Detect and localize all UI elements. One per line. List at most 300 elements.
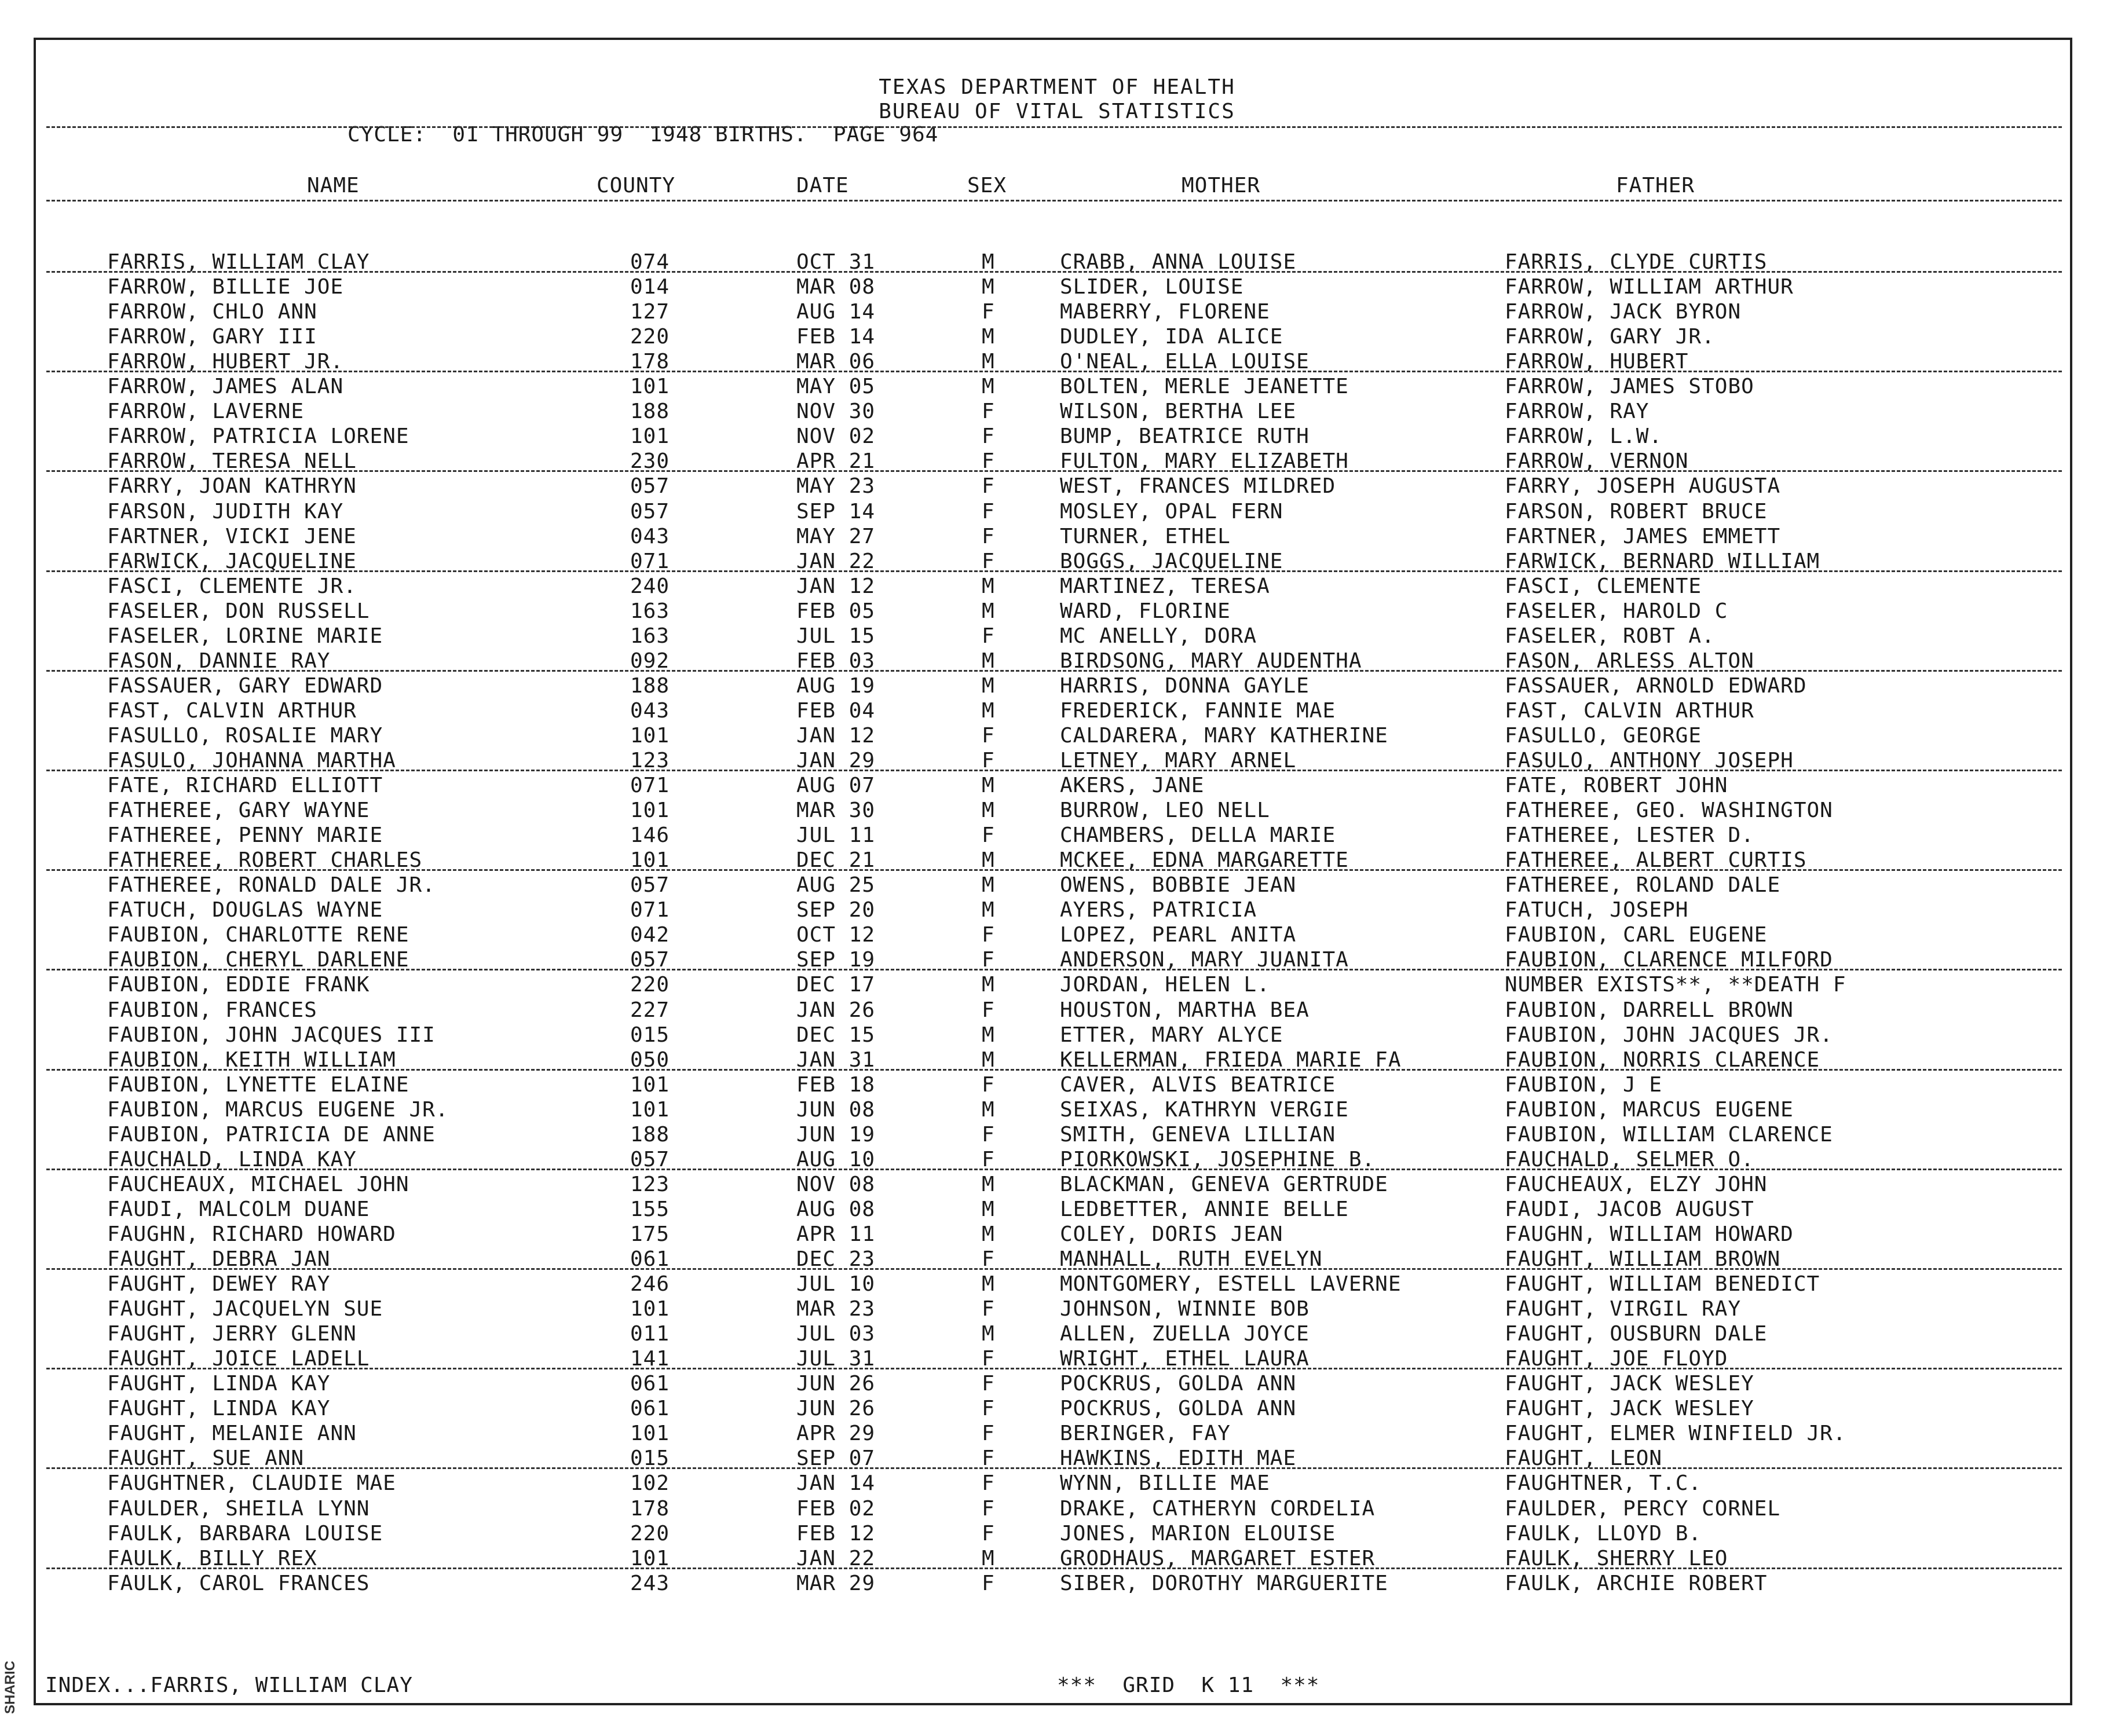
cell-father: FAUGHT, JACK WESLEY: [1505, 1397, 1754, 1420]
column-header-county: COUNTY: [597, 174, 676, 197]
cell-father: NUMBER EXISTS**, **DEATH F: [1505, 973, 1846, 997]
cell-mother: WEST, FRANCES MILDRED: [1060, 474, 1336, 498]
cell-county: 188: [630, 1123, 670, 1147]
cell-sex: M: [982, 649, 995, 673]
cell-date: FEB 03: [796, 649, 876, 673]
cell-county: 101: [630, 1098, 670, 1122]
cell-sex: M: [982, 799, 995, 822]
cell-father: FAUGHTNER, T.C.: [1505, 1471, 1702, 1495]
cell-date: APR 29: [796, 1422, 876, 1445]
cell-father: FAUGHT, WILLIAM BENEDICT: [1505, 1272, 1820, 1296]
cell-name: FAUGHN, RICHARD HOWARD: [107, 1222, 396, 1246]
cell-date: JAN 12: [796, 574, 876, 598]
cell-name: FAUGHT, DEWEY RAY: [107, 1272, 331, 1296]
column-header-date: DATE: [796, 174, 849, 197]
table-row: [0, 599, 2114, 624]
cell-date: AUG 10: [796, 1148, 876, 1171]
cell-county: 243: [630, 1572, 670, 1595]
cell-county: 043: [630, 699, 670, 723]
cell-mother: MABERRY, FLORENE: [1060, 300, 1270, 324]
cell-date: DEC 23: [796, 1247, 876, 1271]
cell-date: JAN 31: [796, 1048, 876, 1072]
cell-county: 057: [630, 500, 670, 523]
cell-sex: F: [982, 550, 995, 573]
cell-sex: M: [982, 1222, 995, 1246]
cell-name: FAUBION, CHERYL DARLENE: [107, 948, 409, 972]
cell-sex: M: [982, 250, 995, 274]
cell-mother: BIRDSONG, MARY AUDENTHA: [1060, 649, 1362, 673]
cell-sex: F: [982, 1497, 995, 1521]
table-row: [0, 474, 2114, 499]
cell-county: 071: [630, 898, 670, 922]
cell-county: 061: [630, 1397, 670, 1420]
cell-name: FARROW, TERESA NELL: [107, 449, 357, 473]
cell-sex: F: [982, 749, 995, 772]
cell-mother: AYERS, PATRICIA: [1060, 898, 1257, 922]
cell-sex: F: [982, 1471, 995, 1495]
cell-father: FARROW, JACK BYRON: [1505, 300, 1742, 324]
cell-county: 057: [630, 873, 670, 897]
cell-county: 127: [630, 300, 670, 324]
cell-county: 092: [630, 649, 670, 673]
cell-name: FAUBION, PATRICIA DE ANNE: [107, 1123, 436, 1147]
cell-date: OCT 31: [796, 250, 876, 274]
rule-line: [46, 371, 2062, 372]
cell-father: FAUGHT, WILLIAM BROWN: [1505, 1247, 1781, 1271]
cell-county: 061: [630, 1372, 670, 1396]
cell-date: FEB 12: [796, 1522, 876, 1545]
cell-sex: F: [982, 1347, 995, 1371]
cell-county: 146: [630, 823, 670, 847]
cell-mother: BLACKMAN, GENEVA GERTRUDE: [1060, 1173, 1388, 1196]
cell-county: 101: [630, 799, 670, 822]
cell-date: AUG 14: [796, 300, 876, 324]
cell-mother: ALLEN, ZUELLA JOYCE: [1060, 1322, 1310, 1346]
cell-name: FAULK, BILLY REX: [107, 1547, 317, 1570]
table-row: [0, 1397, 2114, 1422]
cell-father: FARROW, WILLIAM ARTHUR: [1505, 275, 1794, 299]
cell-name: FARROW, LAVERNE: [107, 400, 305, 423]
cell-sex: M: [982, 973, 995, 997]
cell-name: FAUGHT, JOICE LADELL: [107, 1347, 370, 1371]
cell-father: FAUBION, J E: [1505, 1073, 1663, 1097]
rule-line: [46, 1169, 2062, 1170]
table-row: [0, 823, 2114, 848]
rule-line: [46, 126, 2062, 128]
cell-father: FAUGHT, JACK WESLEY: [1505, 1372, 1754, 1396]
cell-sex: F: [982, 624, 995, 648]
cell-mother: LETNEY, MARY ARNEL: [1060, 749, 1297, 772]
side-label-text: SHARIC: [2, 1660, 18, 1714]
side-label: [2, 1660, 25, 1714]
cell-date: FEB 18: [796, 1073, 876, 1097]
cell-name: FATE, RICHARD ELLIOTT: [107, 774, 383, 797]
cell-sex: F: [982, 449, 995, 473]
cell-sex: F: [982, 1522, 995, 1545]
cell-county: 015: [630, 1023, 670, 1047]
cell-mother: CALDARERA, MARY KATHERINE: [1060, 724, 1388, 748]
cell-father: FAUGHT, VIRGIL RAY: [1505, 1297, 1742, 1321]
cell-mother: PIORKOWSKI, JOSEPHINE B.: [1060, 1148, 1376, 1171]
cell-sex: F: [982, 948, 995, 972]
cell-mother: MONTGOMERY, ESTELL LAVERNE: [1060, 1272, 1402, 1296]
cell-father: FATHEREE, GEO. WASHINGTON: [1505, 799, 1833, 822]
cell-name: FARROW, HUBERT JR.: [107, 350, 344, 373]
cell-county: 178: [630, 350, 670, 373]
cell-name: FAUGHT, MELANIE ANN: [107, 1422, 357, 1445]
rule-line: [46, 470, 2062, 472]
cell-date: JUN 08: [796, 1098, 876, 1122]
cell-mother: JORDAN, HELEN L.: [1060, 973, 1270, 997]
cell-name: FAULK, BARBARA LOUISE: [107, 1522, 383, 1545]
column-header-sex: SEX: [967, 174, 1007, 197]
cell-date: JUL 11: [796, 823, 876, 847]
cell-father: FAUDI, JACOB AUGUST: [1505, 1197, 1754, 1221]
cell-county: 050: [630, 1048, 670, 1072]
cell-county: 102: [630, 1471, 670, 1495]
table-row: [0, 998, 2114, 1023]
cell-county: 101: [630, 1422, 670, 1445]
cell-name: FARRY, JOAN KATHRYN: [107, 474, 357, 498]
cell-sex: M: [982, 848, 995, 872]
rule-line: [46, 770, 2062, 771]
cell-date: JUL 10: [796, 1272, 876, 1296]
cell-mother: DUDLEY, IDA ALICE: [1060, 325, 1283, 349]
cell-sex: F: [982, 1247, 995, 1271]
cell-sex: F: [982, 1422, 995, 1445]
cell-name: FASELER, LORINE MARIE: [107, 624, 383, 648]
cell-mother: JOHNSON, WINNIE BOB: [1060, 1297, 1310, 1321]
cell-name: FATHEREE, ROBERT CHARLES: [107, 848, 423, 872]
cell-county: 057: [630, 948, 670, 972]
table-row: [0, 325, 2114, 350]
footer-index: INDEX...FARRIS, WILLIAM CLAY: [45, 1673, 413, 1697]
cell-name: FAUGHT, LINDA KAY: [107, 1372, 331, 1396]
cell-sex: F: [982, 525, 995, 548]
cell-father: FATHEREE, LESTER D.: [1505, 823, 1754, 847]
cell-name: FATHEREE, GARY WAYNE: [107, 799, 370, 822]
table-row: [0, 1073, 2114, 1098]
rule-line: [46, 969, 2062, 970]
cell-sex: M: [982, 325, 995, 349]
cell-father: FATHEREE, ALBERT CURTIS: [1505, 848, 1807, 872]
cell-father: FAUBION, DARRELL BROWN: [1505, 998, 1794, 1022]
cell-father: FATUCH, JOSEPH: [1505, 898, 1689, 922]
cell-name: FAUGHTNER, CLAUDIE MAE: [107, 1471, 396, 1495]
cell-date: SEP 14: [796, 500, 876, 523]
table-row: [0, 1123, 2114, 1148]
cell-father: FAUGHT, OUSBURN DALE: [1505, 1322, 1768, 1346]
cell-date: FEB 05: [796, 599, 876, 623]
cell-county: 011: [630, 1322, 670, 1346]
cell-name: FAUGHT, DEBRA JAN: [107, 1247, 331, 1271]
cell-county: 220: [630, 325, 670, 349]
cell-sex: M: [982, 898, 995, 922]
footer-grid: *** GRID K 11 ***: [1057, 1673, 1320, 1697]
cell-father: FARROW, HUBERT: [1505, 350, 1689, 373]
rule-line: [46, 570, 2062, 572]
table-row: [0, 674, 2114, 699]
cell-name: FASULO, JOHANNA MARTHA: [107, 749, 396, 772]
cell-father: FAUBION, NORRIS CLARENCE: [1505, 1048, 1820, 1072]
cell-county: 061: [630, 1247, 670, 1271]
cell-name: FASON, DANNIE RAY: [107, 649, 331, 673]
cell-county: 015: [630, 1446, 670, 1470]
cell-date: AUG 25: [796, 873, 876, 897]
cell-name: FATHEREE, PENNY MARIE: [107, 823, 383, 847]
cell-mother: FULTON, MARY ELIZABETH: [1060, 449, 1349, 473]
cell-name: FAUBION, FRANCES: [107, 998, 317, 1022]
cell-name: FARROW, JAMES ALAN: [107, 375, 344, 398]
table-row: [0, 624, 2114, 649]
cell-father: FAUBION, JOHN JACQUES JR.: [1505, 1023, 1833, 1047]
table-row: [0, 898, 2114, 923]
cell-sex: M: [982, 1023, 995, 1047]
cell-name: FAUBION, EDDIE FRANK: [107, 973, 370, 997]
cell-name: FATHEREE, RONALD DALE JR.: [107, 873, 436, 897]
cell-name: FAUBION, CHARLOTTE RENE: [107, 923, 409, 947]
cell-father: FATHEREE, ROLAND DALE: [1505, 873, 1781, 897]
cell-mother: WYNN, BILLIE MAE: [1060, 1471, 1270, 1495]
cell-county: 074: [630, 250, 670, 274]
cell-father: FAUGHT, LEON: [1505, 1446, 1663, 1470]
cell-name: FARROW, CHLO ANN: [107, 300, 317, 324]
cell-father: FAUBION, CARL EUGENE: [1505, 923, 1768, 947]
cell-father: FAST, CALVIN ARTHUR: [1505, 699, 1754, 723]
cell-mother: BURROW, LEO NELL: [1060, 799, 1270, 822]
cell-date: DEC 21: [796, 848, 876, 872]
table-row: [0, 1372, 2114, 1397]
cell-sex: F: [982, 1397, 995, 1420]
cell-sex: F: [982, 1372, 995, 1396]
cell-father: FASSAUER, ARNOLD EDWARD: [1505, 674, 1807, 698]
table-row: [0, 1173, 2114, 1197]
cell-name: FAUCHALD, LINDA KAY: [107, 1148, 357, 1171]
cell-sex: F: [982, 500, 995, 523]
column-header-mother: MOTHER: [1182, 174, 1261, 197]
cell-sex: M: [982, 674, 995, 698]
cell-mother: CRABB, ANNA LOUISE: [1060, 250, 1297, 274]
cell-name: FAULK, CAROL FRANCES: [107, 1572, 370, 1595]
cell-county: 123: [630, 749, 670, 772]
cell-name: FATUCH, DOUGLAS WAYNE: [107, 898, 383, 922]
table-row: [0, 525, 2114, 550]
cell-sex: F: [982, 1123, 995, 1147]
cell-county: 101: [630, 724, 670, 748]
table-row: [0, 1272, 2114, 1297]
rule-line: [46, 271, 2062, 273]
cell-date: DEC 17: [796, 973, 876, 997]
cell-date: SEP 19: [796, 948, 876, 972]
cell-name: FASSAUER, GARY EDWARD: [107, 674, 383, 698]
cell-mother: ETTER, MARY ALYCE: [1060, 1023, 1283, 1047]
cell-father: FARTNER, JAMES EMMETT: [1505, 525, 1781, 548]
cell-mother: OWENS, BOBBIE JEAN: [1060, 873, 1297, 897]
rule-line: [46, 670, 2062, 672]
cell-date: NOV 02: [796, 424, 876, 448]
cell-county: 071: [630, 774, 670, 797]
cell-name: FARROW, PATRICIA LORENE: [107, 424, 409, 448]
cell-name: FASULLO, ROSALIE MARY: [107, 724, 383, 748]
cell-mother: SIBER, DOROTHY MARGUERITE: [1060, 1572, 1388, 1595]
cell-sex: F: [982, 998, 995, 1022]
cell-sex: M: [982, 1098, 995, 1122]
cell-mother: WARD, FLORINE: [1060, 599, 1231, 623]
cell-name: FARSON, JUDITH KAY: [107, 500, 344, 523]
cell-county: 220: [630, 973, 670, 997]
cell-mother: FREDERICK, FANNIE MAE: [1060, 699, 1336, 723]
rule-line: [46, 869, 2062, 871]
cell-father: FAULK, SHERRY LEO: [1505, 1547, 1728, 1570]
cell-name: FARRIS, WILLIAM CLAY: [107, 250, 370, 274]
table-row: [0, 1422, 2114, 1446]
table-row: [0, 300, 2114, 325]
cell-mother: HAWKINS, EDITH MAE: [1060, 1446, 1297, 1470]
cell-name: FAULDER, SHEILA LYNN: [107, 1497, 370, 1521]
table-row: [0, 1322, 2114, 1347]
cell-sex: F: [982, 300, 995, 324]
cell-sex: M: [982, 1173, 995, 1196]
table-row: [0, 375, 2114, 400]
cell-sex: M: [982, 873, 995, 897]
cell-mother: MOSLEY, OPAL FERN: [1060, 500, 1283, 523]
cell-county: 101: [630, 1547, 670, 1570]
cell-date: MAY 23: [796, 474, 876, 498]
cell-county: 220: [630, 1522, 670, 1545]
cell-county: 227: [630, 998, 670, 1022]
table-row: [0, 724, 2114, 749]
cell-county: 057: [630, 1148, 670, 1171]
cell-date: JAN 29: [796, 749, 876, 772]
cell-county: 101: [630, 424, 670, 448]
cell-county: 043: [630, 525, 670, 548]
cell-date: FEB 04: [796, 699, 876, 723]
cell-father: FAUBION, MARCUS EUGENE: [1505, 1098, 1794, 1122]
cell-date: NOV 30: [796, 400, 876, 423]
cell-father: FAULDER, PERCY CORNEL: [1505, 1497, 1781, 1521]
cell-sex: M: [982, 1322, 995, 1346]
cell-sex: F: [982, 1073, 995, 1097]
cell-mother: MARTINEZ, TERESA: [1060, 574, 1270, 598]
cell-county: 014: [630, 275, 670, 299]
cell-name: FAST, CALVIN ARTHUR: [107, 699, 357, 723]
table-row: [0, 923, 2114, 948]
cell-mother: LEDBETTER, ANNIE BELLE: [1060, 1197, 1349, 1221]
cell-father: FAUCHALD, SELMER O.: [1505, 1148, 1754, 1171]
cell-father: FAUGHT, ELMER WINFIELD JR.: [1505, 1422, 1846, 1445]
cell-sex: F: [982, 400, 995, 423]
cell-date: JAN 22: [796, 550, 876, 573]
cell-county: 188: [630, 400, 670, 423]
cell-sex: M: [982, 375, 995, 398]
cell-date: OCT 12: [796, 923, 876, 947]
cell-date: MAY 05: [796, 375, 876, 398]
cell-father: FAULK, LLOYD B.: [1505, 1522, 1702, 1545]
cell-county: 101: [630, 848, 670, 872]
cell-sex: M: [982, 350, 995, 373]
cell-date: AUG 07: [796, 774, 876, 797]
cell-date: JUL 31: [796, 1347, 876, 1371]
cell-mother: AKERS, JANE: [1060, 774, 1205, 797]
cell-date: JAN 12: [796, 724, 876, 748]
cell-date: MAR 29: [796, 1572, 876, 1595]
cell-name: FARROW, GARY III: [107, 325, 317, 349]
cell-father: FASULO, ANTHONY JOSEPH: [1505, 749, 1794, 772]
cell-sex: M: [982, 1197, 995, 1221]
cell-father: FARWICK, BERNARD WILLIAM: [1505, 550, 1820, 573]
cell-date: AUG 08: [796, 1197, 876, 1221]
cell-sex: M: [982, 699, 995, 723]
table-row: [0, 1522, 2114, 1547]
cell-mother: WILSON, BERTHA LEE: [1060, 400, 1297, 423]
cell-county: 240: [630, 574, 670, 598]
cell-mother: BUMP, BEATRICE RUTH: [1060, 424, 1310, 448]
cell-county: 101: [630, 1297, 670, 1321]
cell-name: FAUGHT, LINDA KAY: [107, 1397, 331, 1420]
cell-father: FARROW, GARY JR.: [1505, 325, 1715, 349]
cell-county: 057: [630, 474, 670, 498]
cell-sex: F: [982, 923, 995, 947]
cell-name: FASELER, DON RUSSELL: [107, 599, 370, 623]
cell-county: 071: [630, 550, 670, 573]
cell-county: 163: [630, 624, 670, 648]
cell-county: 188: [630, 674, 670, 698]
table-row: [0, 1297, 2114, 1322]
cell-date: AUG 19: [796, 674, 876, 698]
cell-mother: WRIGHT, ETHEL LAURA: [1060, 1347, 1310, 1371]
cell-mother: HOUSTON, MARTHA BEA: [1060, 998, 1310, 1022]
cell-mother: BERINGER, FAY: [1060, 1422, 1231, 1445]
cell-father: FARRIS, CLYDE CURTIS: [1505, 250, 1768, 274]
cell-name: FARTNER, VICKI JENE: [107, 525, 357, 548]
cell-sex: M: [982, 1048, 995, 1072]
cell-county: 163: [630, 599, 670, 623]
cell-county: 042: [630, 923, 670, 947]
cell-name: FASCI, CLEMENTE JR.: [107, 574, 357, 598]
cell-county: 101: [630, 1073, 670, 1097]
header-department: TEXAS DEPARTMENT OF HEALTH: [879, 75, 1235, 99]
cell-date: JAN 14: [796, 1471, 876, 1495]
cell-name: FAUCHEAUX, MICHAEL JOHN: [107, 1173, 409, 1196]
cell-date: SEP 20: [796, 898, 876, 922]
table-row: [0, 1572, 2114, 1596]
table-row: [0, 799, 2114, 823]
cell-mother: TURNER, ETHEL: [1060, 525, 1231, 548]
cell-father: FAUGHT, JOE FLOYD: [1505, 1347, 1728, 1371]
cell-name: FARROW, BILLIE JOE: [107, 275, 344, 299]
table-row: [0, 1023, 2114, 1048]
table-row: [0, 1471, 2114, 1496]
table-row: [0, 424, 2114, 449]
cell-date: APR 11: [796, 1222, 876, 1246]
cell-father: FASON, ARLESS ALTON: [1505, 649, 1754, 673]
table-row: [0, 774, 2114, 799]
cell-name: FAUGHT, JERRY GLENN: [107, 1322, 357, 1346]
cell-mother: CHAMBERS, DELLA MARIE: [1060, 823, 1336, 847]
cell-county: 246: [630, 1272, 670, 1296]
cell-county: 123: [630, 1173, 670, 1196]
rule-line: [46, 1467, 2062, 1469]
cell-mother: MANHALL, RUTH EVELYN: [1060, 1247, 1323, 1271]
cell-mother: ANDERSON, MARY JUANITA: [1060, 948, 1349, 972]
cell-mother: KELLERMAN, FRIEDA MARIE FA: [1060, 1048, 1402, 1072]
cell-father: FASCI, CLEMENTE: [1505, 574, 1702, 598]
table-row: [0, 500, 2114, 525]
cell-mother: BOGGS, JACQUELINE: [1060, 550, 1283, 573]
cell-date: MAR 23: [796, 1297, 876, 1321]
rule-line: [46, 1368, 2062, 1369]
cell-father: FAUGHN, WILLIAM HOWARD: [1505, 1222, 1794, 1246]
